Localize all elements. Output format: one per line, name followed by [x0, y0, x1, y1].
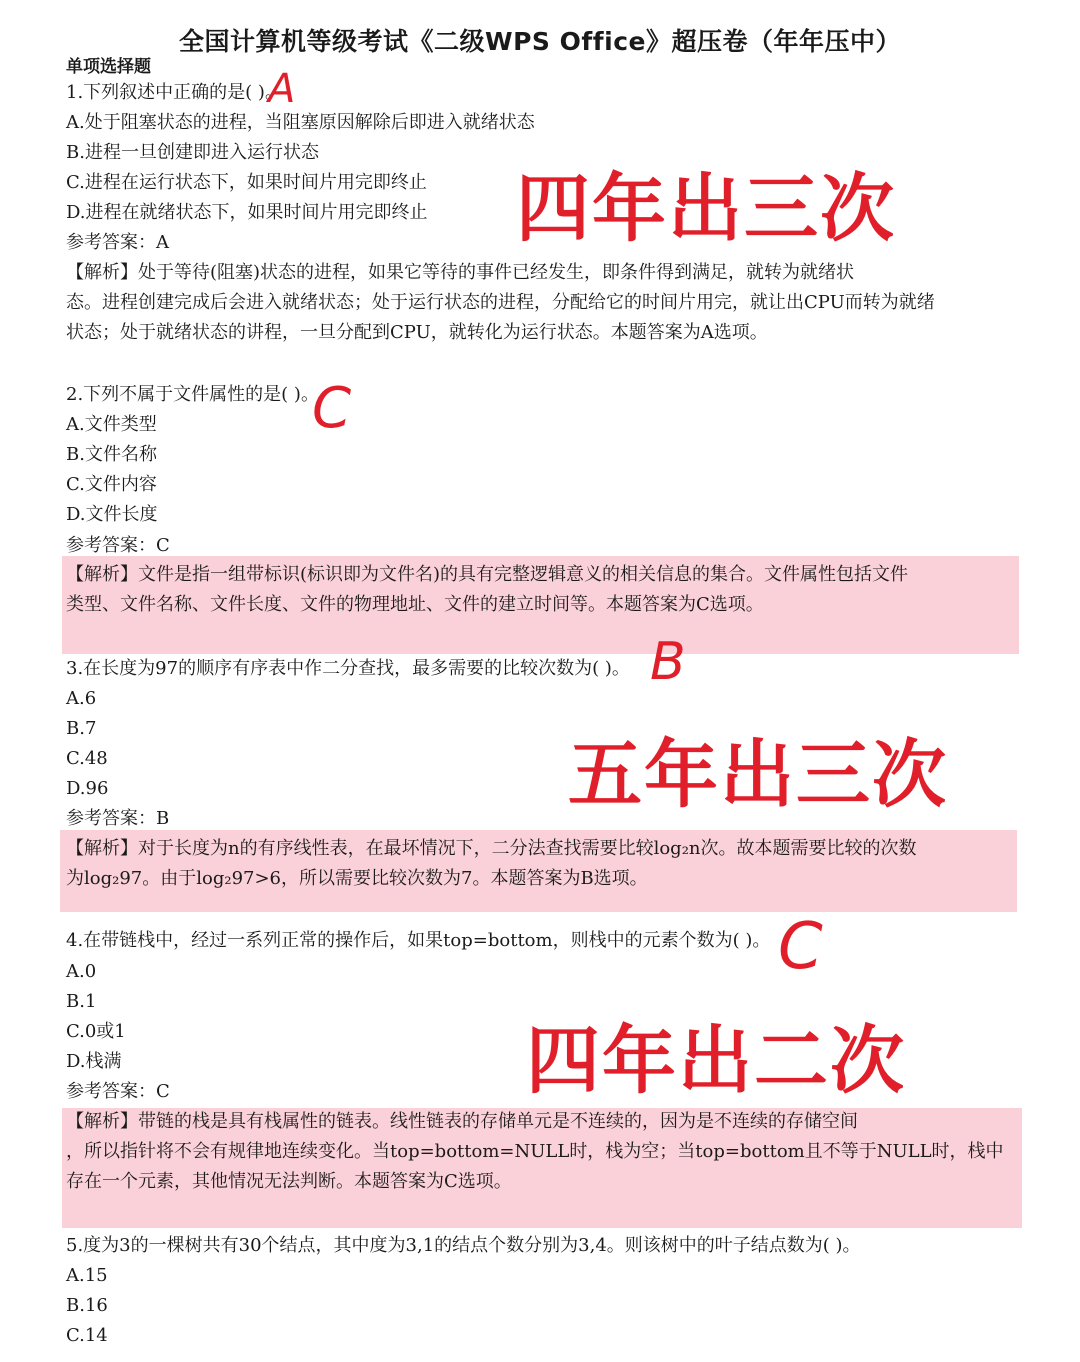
frequency-stamp-q3: 五年出三次: [568, 732, 948, 818]
question-4-answer: 参考答案：C: [66, 1081, 170, 1102]
question-1-analysis-line-2: 态。进程创建完成后会进入就绪状态；处于运行状态的进程，分配给它的时间片用完，就让出CPU而转为就绪: [66, 292, 935, 313]
question-3-option-d: D.96: [66, 778, 109, 799]
question-1-analysis-line-3: 状态；处于就绪状态的讲程，一旦分配到CPU，就转化为运行状态。本题答案为A选项。: [66, 322, 768, 343]
question-3-answer: 参考答案：B: [66, 808, 170, 829]
question-1-option-a: A.处于阻塞状态的进程，当阻塞原因解除后即进入就绪状态: [66, 112, 535, 133]
question-2-option-c: C.文件内容: [66, 474, 157, 495]
question-1-option-d: D.进程在就绪状态下，如果时间片用完即终止: [66, 202, 428, 223]
section-heading: 单项选择题: [66, 57, 151, 77]
question-4-analysis-line-2: ，所以指针将不会有规律地连续变化。当top=bottom=NULL时，栈为空；当top=bottom且不等于NULL时，栈中: [66, 1141, 1004, 1162]
frequency-stamp-q1: 四年出三次: [516, 166, 896, 252]
question-4-option-b: B.1: [66, 991, 97, 1012]
question-3-stem: 3.在长度为97的顺序有序表中作二分查找，最多需要的比较次数为( )。: [66, 658, 630, 679]
question-2-answer: 参考答案：C: [66, 535, 170, 556]
question-4-analysis-line-3: 存在一个元素，其他情况无法判断。本题答案为C选项。: [66, 1171, 512, 1192]
question-1-stem: 1.下列叙述中正确的是( )。: [66, 82, 283, 103]
question-2-option-b: B.文件名称: [66, 444, 157, 465]
question-1-answer: 参考答案：A: [66, 232, 169, 253]
question-2-option-d: D.文件长度: [66, 504, 158, 525]
question-4-option-a: A.0: [66, 961, 97, 982]
question-1-option-c: C.进程在运行状态下，如果时间片用完即终止: [66, 172, 427, 193]
handwritten-answer-q2: C: [312, 376, 352, 441]
handwritten-answer-q1: A: [268, 66, 296, 112]
frequency-stamp-q4: 四年出二次: [526, 1018, 906, 1104]
question-5-option-a: A.15: [66, 1265, 108, 1286]
question-2-analysis-line-2: 类型、文件名称、文件长度、文件的物理地址、文件的建立时间等。本题答案为C选项。: [66, 594, 764, 615]
handwritten-answer-q3: B: [650, 632, 686, 692]
question-1-analysis-line-1: 【解析】处于等待(阻塞)状态的进程，如果它等待的事件已经发生，即条件得到满足，就转为就绪状: [66, 262, 855, 283]
question-3-analysis-line-2: 为log₂97。由于log₂97>6，所以需要比较次数为7。本题答案为B选项。: [66, 868, 648, 889]
question-2-stem: 2.下列不属于文件属性的是( )。: [66, 384, 319, 405]
question-3-analysis-line-1: 【解析】对于长度为n的有序线性表，在最坏情况下，二分法查找需要比较log₂n次。故本题需要比较的次数: [66, 838, 917, 859]
question-4-option-d: D.栈满: [66, 1051, 122, 1072]
question-3-option-c: C.48: [66, 748, 108, 769]
question-3-option-b: B.7: [66, 718, 97, 739]
question-5-stem: 5.度为3的一棵树共有30个结点，其中度为3,1的结点个数分别为3,4。则该树中的叶子结点数为( )。: [66, 1235, 861, 1256]
question-4-analysis-line-1: 【解析】带链的栈是具有栈属性的链表。线性链表的存储单元是不连续的，因为是不连续的存储空间: [66, 1111, 858, 1132]
question-5-option-c: C.14: [66, 1325, 108, 1346]
question-4-stem: 4.在带链栈中，经过一系列正常的操作后，如果top=bottom，则栈中的元素个数为( )。: [66, 930, 771, 951]
handwritten-answer-q4: C: [778, 910, 823, 984]
question-2-option-a: A.文件类型: [66, 414, 157, 435]
page-title: 全国计算机等级考试《二级WPS Office》超压卷（年年压中）: [179, 27, 901, 56]
question-4-option-c: C.0或1: [66, 1021, 126, 1042]
question-1-option-b: B.进程一旦创建即进入运行状态: [66, 142, 319, 163]
question-3-option-a: A.6: [66, 688, 97, 709]
question-5-option-b: B.16: [66, 1295, 108, 1316]
question-2-analysis-line-1: 【解析】文件是指一组带标识(标识即为文件名)的具有完整逻辑意义的相关信息的集合。文件属性包括文件: [66, 564, 909, 585]
